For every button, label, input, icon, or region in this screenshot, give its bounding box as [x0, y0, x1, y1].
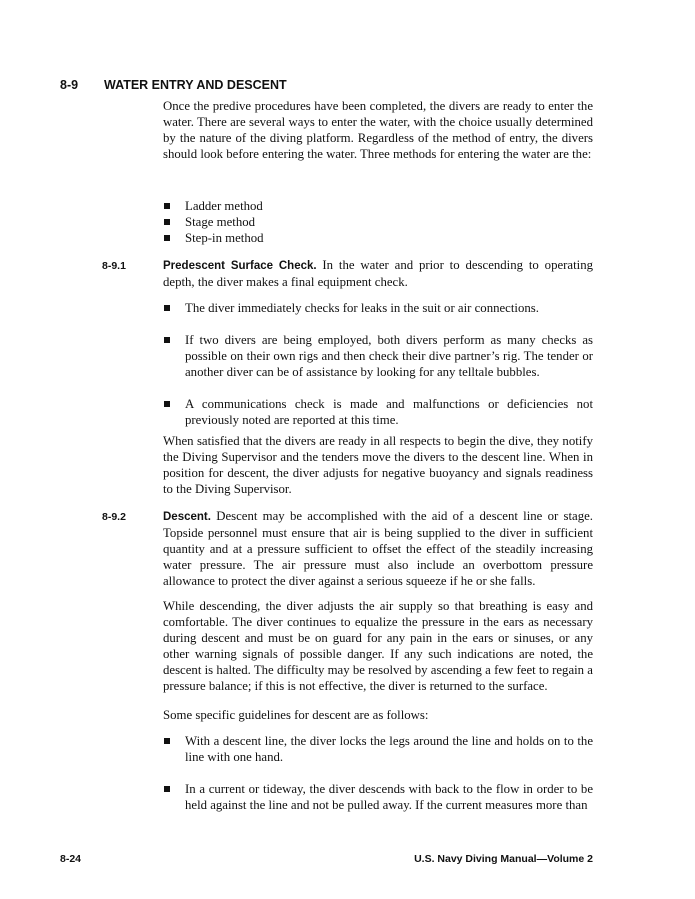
subsection-number: 8-9.1 — [102, 260, 126, 272]
intro-paragraph: Once the predive procedures have been completed, the divers are ready to enter the water. There are several ways to enter the water, with the choice usually determined by the nature of the diving platform. Regardless of the method of entry, the divers should look before entering the water. Three methods for entering the water are the: — [163, 99, 593, 161]
list-item: Step-in method — [163, 230, 593, 246]
list-item: In a current or tideway, the diver descends with back to the flow in order to be held against the line and not be pulled away. If the current measures more than — [163, 781, 593, 813]
list-item: If two divers are being employed, both divers perform as many checks as possible on their own rigs and then check their dive partner’s rig. The tender or another diver can be of assistance by looking for any telltale bubbles. — [163, 332, 593, 380]
run-in-heading: Predescent Surface Check. — [163, 260, 317, 272]
manual-title: U.S. Navy Diving Manual—Volume 2 — [414, 853, 593, 865]
section-number: 8-9 — [60, 78, 79, 92]
list-item: Ladder method — [163, 198, 593, 214]
guidelines-intro: Some specific guidelines for descent are as follows: — [163, 708, 429, 722]
list-item: With a descent line, the diver locks the legs around the line and holds on to the line with one hand. — [163, 733, 593, 765]
descending-paragraph: While descending, the diver adjusts the air supply so that breathing is easy and comfortable. The diver continues to equalize the pressure in the ears as necessary during descent and must be on guard for any pain in the ears or sinuses, or any other warning signals of possible danger. If any such indications are noted, the descent is halted. The difficulty may be resolved by ascending a few feet to regain a pressure balance; if this is not effective, the diver is returned to the surface. — [163, 599, 593, 693]
section-heading — [60, 78, 287, 92]
page-number: 8-24 — [60, 853, 82, 865]
run-in-heading: Descent. — [163, 511, 211, 523]
list-item: A communications check is made and malfunctions or deficiencies not previously noted are reported at this time. — [163, 396, 593, 428]
predescent-checks-list — [163, 300, 593, 428]
entry-methods-list — [163, 198, 593, 246]
paragraph-text: In the water and prior to descending to operating depth, the diver makes a final equipment check. — [163, 258, 593, 289]
paragraph-text: Descent may be accomplished with the aid of a descent line or stage. Topside personnel must ensure that air is being supplied to the diver in sufficient quantity and at a pressure sufficient to offset the effect of the steadily increasing water pressure. The air pressure must also include an overbottom pressure allowance to protect the diver against a serious squeeze if he or she falls. — [163, 509, 593, 588]
list-item: The diver immediately checks for leaks in the suit or air connections. — [163, 300, 593, 316]
readiness-paragraph: When satisfied that the divers are ready in all respects to begin the dive, they notify the Diving Supervisor and the tenders move the divers to the descent line. When in position for descent, the diver adjusts for negative buoyancy and signals readiness to the Diving Supervisor. — [163, 434, 593, 496]
list-item: Stage method — [163, 214, 593, 230]
subsection-number: 8-9.2 — [102, 511, 126, 523]
section-title: WATER ENTRY AND DESCENT — [104, 78, 287, 92]
descent-paragraph — [163, 508, 593, 589]
predescent-paragraph — [163, 257, 593, 290]
descent-guidelines-list — [163, 733, 593, 813]
